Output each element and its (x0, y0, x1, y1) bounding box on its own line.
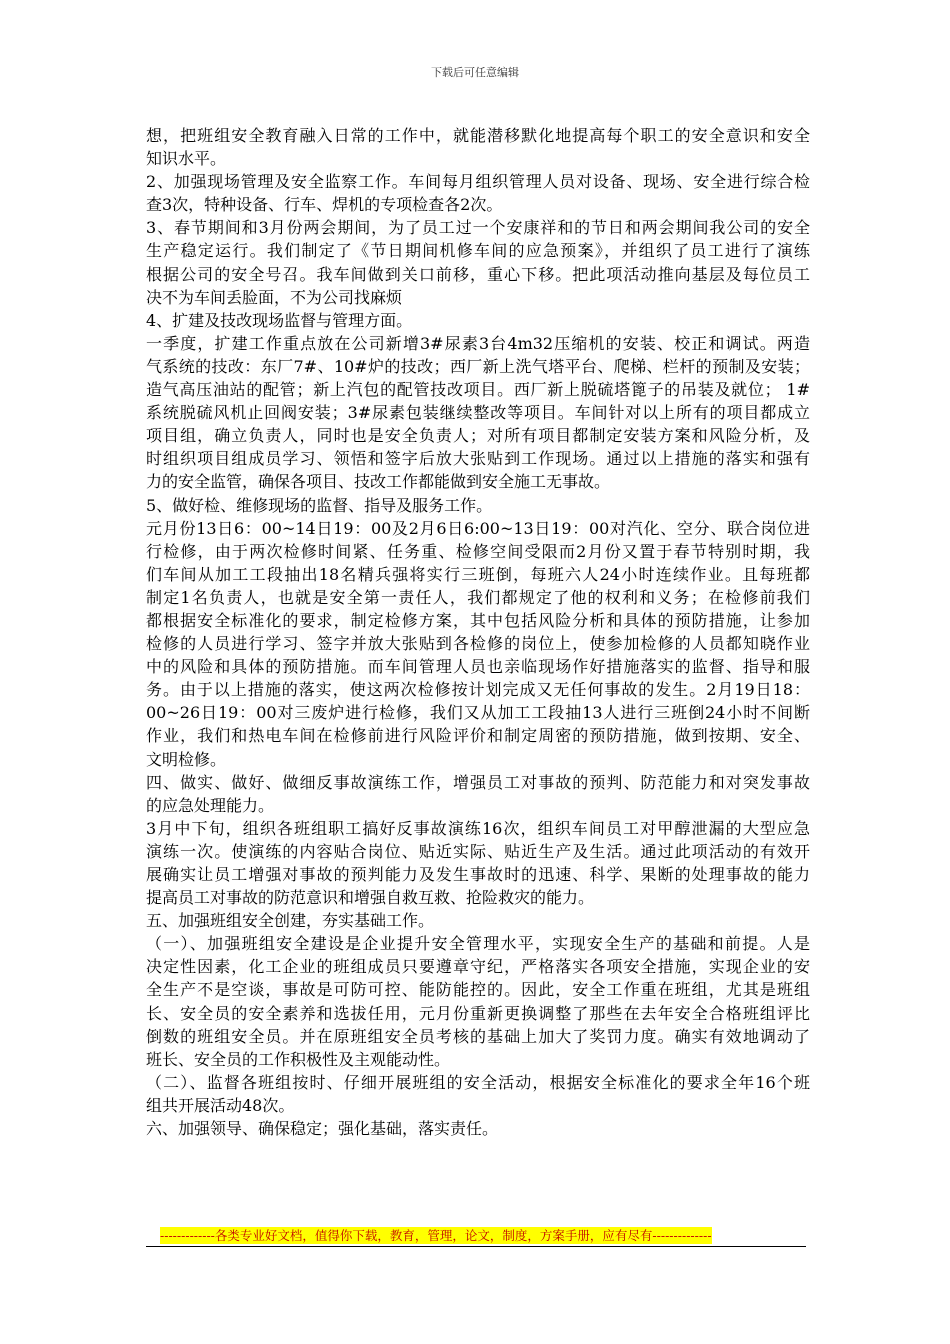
text-line: 决不为车间丢脸面，不为公司找麻烦 (146, 287, 403, 307)
text-line: 00~26日19：00对三废炉进行检修，我们又从加工工段抽13人进行三班倒24小时不间断 (146, 703, 810, 723)
text-line: 四、做实、做好、做细反事故演练工作，增强员工对事故的预判、防范能力和对突发事故 (146, 772, 810, 792)
text-line: 3月中下旬，组织各班组职工搞好反事故演练16次，组织车间员工对甲醇泄漏的大型应急 (146, 818, 810, 838)
paragraph (146, 170, 810, 216)
text-line: 检修的人员进行学习、签字并放大张贴到各检修的岗位上，使参加检修的人员都知晓作业 (146, 634, 810, 654)
text-line: 行检修，由于两次检修时间紧、任务重、检修空间受限而2月份又置于春节特别时期，我 (146, 541, 810, 561)
text-line: 2、加强现场管理及安全监察工作。车间每月组织管理人员对设备、现场、安全进行综合检 (146, 172, 810, 192)
paragraph (146, 1071, 810, 1117)
text-line: 都根据安全标准化的要求，制定检修方案，其中包括风险分析和具体的预防措施，让参加 (146, 610, 810, 630)
text-line: 元月份13日6：00~14日19：00及2月6日6:00~13日19：00对汽化、空分、联合岗位进 (146, 518, 810, 538)
text-line: 3、春节期间和3月份两会期间，为了员工过一个安康祥和的节日和两会期间我公司的安全 (146, 218, 810, 238)
document-body (146, 124, 810, 1140)
text-line: 查3次，特种设备、行车、焊机的专项检查各2次。 (146, 195, 503, 215)
text-line: 知识水平。 (146, 149, 227, 169)
footer-promo-text: -------------各类专业好文档，值得你下载，教育，管理，论文，制度，方案手册，应有尽有-------------- (160, 1228, 712, 1243)
paragraph (146, 1117, 810, 1140)
text-line: 全生产不是空谈，事故是可防可控、能防能控的。因此，安全工作重在班组，尤其是班组 (146, 980, 810, 1000)
text-line: 中的风险和具体的预防措施。而车间管理人员也亲临现场作好措施落实的监督、指导和服 (146, 657, 810, 677)
text-line: 项目组，确立负责人，同时也是安全负责人；对所有项目都制定安装方案和风险分析，及 (146, 426, 810, 446)
text-line: 班长、安全员的工作积极性及主观能动性。 (146, 1049, 451, 1069)
text-line: 倒数的班组安全员。并在原班组安全员考核的基础上加大了奖罚力度。确实有效地调动了 (146, 1026, 810, 1046)
paragraph (146, 332, 810, 494)
text-line: 5、做好检、维修现场的监督、指导及服务工作。 (146, 495, 493, 515)
text-line: 造气高压油站的配管；新上汽包的配管技改项目。西厂新上脱硫塔篦子的吊装及就位； 1# (146, 380, 810, 400)
text-line: 想，把班组安全教育融入日常的工作中，就能潜移默化地提高每个职工的安全意识和安全 (146, 126, 810, 145)
paragraph (146, 771, 810, 817)
paragraph (146, 517, 810, 771)
text-line: 五、加强班组安全创建，夯实基础工作。 (146, 911, 435, 931)
text-line: （一）、加强班组安全建设是企业提升安全管理水平，实现安全生产的基础和前提。人是 (146, 934, 810, 954)
text-line: 力的安全监管，确保各项目、技改工作都能做到安全施工无事故。 (146, 472, 611, 492)
text-line: 六、加强领导、确保稳定；强化基础，落实责任。 (146, 1119, 499, 1139)
text-line: 文明检修。 (146, 749, 227, 769)
paragraph (146, 494, 810, 517)
paragraph (146, 909, 810, 932)
text-line: 提高员工对事故的防范意识和增强自救互救、抢险救灾的能力。 (146, 888, 595, 908)
text-line: 的应急处理能力。 (146, 795, 275, 815)
text-line: 务。由于以上措施的落实，使这两次检修按计划完成又无任何事故的发生。2月19日18： (146, 680, 810, 700)
text-line: 展确实让员工增强对事故的预判能力及发生事故时的迅速、科学、果断的处理事故的能力 (146, 865, 810, 884)
page-footer (146, 1227, 806, 1247)
text-line: 4、扩建及技改现场监督与管理方面。 (146, 310, 413, 330)
paragraph (146, 309, 810, 332)
text-line: 系统脱硫风机止回阀安装；3#尿素包装继续整改等项目。车间针对以上所有的项目都成立 (146, 403, 810, 423)
text-line: 时组织项目组成员学习、领悟和签字后放大张贴到工作现场。通过以上措施的落实和强有 (146, 449, 810, 469)
text-line: 作业，我们和热电车间在检修前进行风险评价和制定周密的预防措施，做到按期、安全、 (146, 726, 810, 746)
text-line: 演练一次。使演练的内容贴合岗位、贴近实际、贴近生产及生活。通过此项活动的有效开 (146, 841, 810, 861)
paragraph (146, 216, 810, 308)
page-header: 下载后可任意编辑 (431, 66, 519, 79)
paragraph (146, 124, 810, 170)
text-line: （二）、监督各班组按时、仔细开展班组的安全活动，根据安全标准化的要求全年16个班 (146, 1072, 810, 1092)
text-line: 组共开展活动48次。 (146, 1095, 295, 1115)
paragraph (146, 932, 810, 1071)
text-line: 生产稳定运行。我们制定了《节日期间机修车间的应急预案》，并组织了员工进行了演练 (146, 241, 810, 261)
text-line: 根据公司的安全号召。我车间做到关口前移，重心下移。把此项活动推向基层及每位员工 (146, 264, 810, 284)
text-line: 一季度，扩建工作重点放在公司新增3#尿素3台4m32压缩机的安装、校正和调试。两造 (146, 333, 810, 353)
text-line: 制定1名负责人，也就是安全第一责任人，我们都规定了他的权利和义务；在检修前我们 (146, 587, 810, 607)
text-line: 们车间从加工工段抽出18名精兵强将实行三班倒，每班六人24小时连续作业。且每班都 (146, 564, 810, 584)
text-line: 气系统的技改：东厂7#、10#炉的技改；西厂新上洗气塔平台、爬梯、栏杆的预制及安装； (146, 356, 810, 376)
text-line: 长、安全员的安全素养和选拔任用，元月份重新更换调整了那些在去年安全合格班组评比 (146, 1003, 810, 1023)
paragraph (146, 817, 810, 909)
text-line: 决定性因素，化工企业的班组成员只要遵章守纪，严格落实各项安全措施，实现企业的安 (146, 957, 810, 977)
